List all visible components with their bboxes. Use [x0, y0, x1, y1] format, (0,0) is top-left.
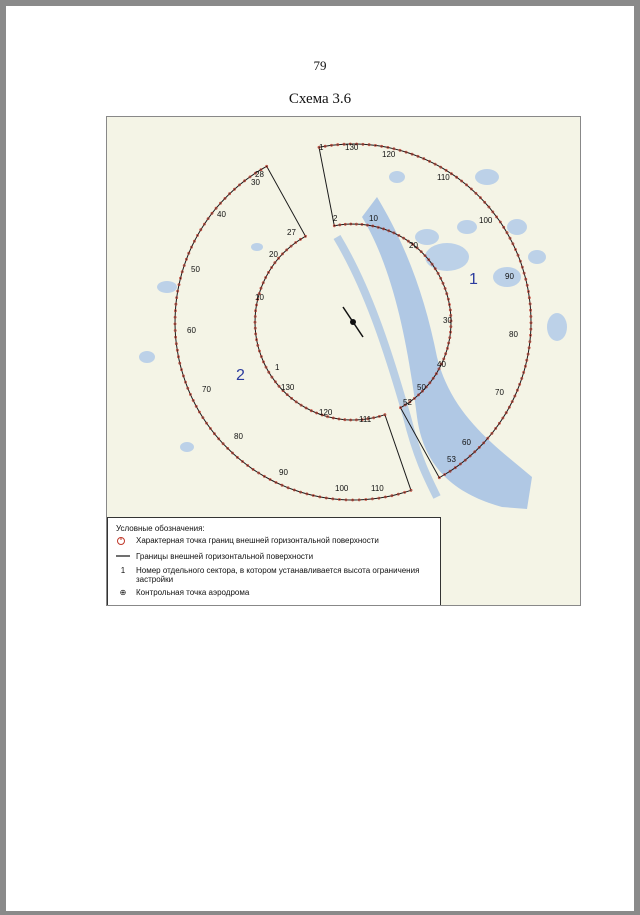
boundary-label: 2	[333, 214, 338, 223]
legend-item-boundary-point	[116, 536, 436, 545]
boundary-label: 10	[369, 214, 378, 223]
legend-item-control-point	[116, 588, 436, 597]
lake	[157, 281, 177, 293]
boundary-label: 100	[479, 216, 493, 225]
boundary-label: 111	[359, 415, 372, 424]
boundary-label: 80	[234, 432, 243, 441]
boundary-label: 110	[371, 484, 384, 493]
boundary-label: 130	[281, 383, 295, 392]
boundary-label: 40	[217, 210, 226, 219]
sector-number-1: 1	[469, 271, 478, 288]
boundary-label: 70	[202, 385, 211, 394]
lake	[139, 351, 155, 363]
legend-text: Характерная точка границ внешней горизонтальной поверхности	[136, 536, 379, 545]
lake	[457, 220, 477, 234]
boundary-label: 30	[251, 178, 260, 187]
boundary-label: 10	[255, 293, 264, 302]
lake	[389, 171, 405, 183]
lake	[251, 243, 263, 251]
legend-symbol: 1	[120, 566, 126, 575]
legend	[107, 517, 441, 606]
boundary-label: 53	[447, 455, 456, 464]
schema-title: Схема 3.6	[288, 91, 352, 107]
control-point-symbol: ⊕	[119, 588, 127, 597]
boundary-label: 1	[275, 363, 280, 372]
boundary-label: 90	[279, 468, 288, 477]
legend-text: Номер отдельного сектора, в котором устанавливается высота ограничения застройки	[136, 566, 420, 584]
map-panel	[106, 116, 581, 606]
lake	[425, 243, 469, 271]
lake	[415, 229, 439, 245]
boundary-label: 120	[319, 408, 333, 417]
boundary-label: 30	[443, 316, 452, 325]
boundary-label: 20	[409, 241, 418, 250]
legend-text: Контрольная точка аэродрома	[136, 588, 250, 597]
boundary-label: 60	[462, 438, 471, 447]
boundary-label: 110	[437, 173, 450, 182]
boundary-label: 60	[187, 326, 196, 335]
boundary-label: 80	[509, 330, 518, 339]
boundary-label: 1	[319, 143, 324, 152]
boundary-label: 40	[437, 360, 446, 369]
legend-text: Границы внешней горизонтальной поверхности	[136, 552, 314, 561]
page-number: 79	[313, 58, 327, 73]
sector-number-2: 2	[236, 367, 245, 384]
lake	[180, 442, 194, 452]
boundary-label: 27	[287, 228, 296, 237]
boundary-label: 130	[345, 143, 359, 152]
document-page	[6, 6, 634, 911]
legend-title: Условные обозначения:	[116, 524, 205, 533]
boundary-label: 52	[403, 398, 412, 407]
boundary-label: 50	[191, 265, 200, 274]
boundary-label: 20	[269, 250, 278, 259]
boundary-label: 90	[505, 272, 514, 281]
boundary-label: 100	[335, 484, 349, 493]
lake	[507, 219, 527, 235]
legend-item-boundary-line	[116, 552, 436, 561]
lake	[475, 169, 499, 185]
boundary-label: 70	[495, 388, 504, 397]
boundary-label: 120	[382, 150, 396, 159]
legend-item-sector-number	[116, 566, 436, 584]
boundary-label: 50	[417, 383, 426, 392]
lake	[547, 313, 567, 341]
lake	[528, 250, 546, 264]
boundary-label: 28	[255, 170, 264, 179]
